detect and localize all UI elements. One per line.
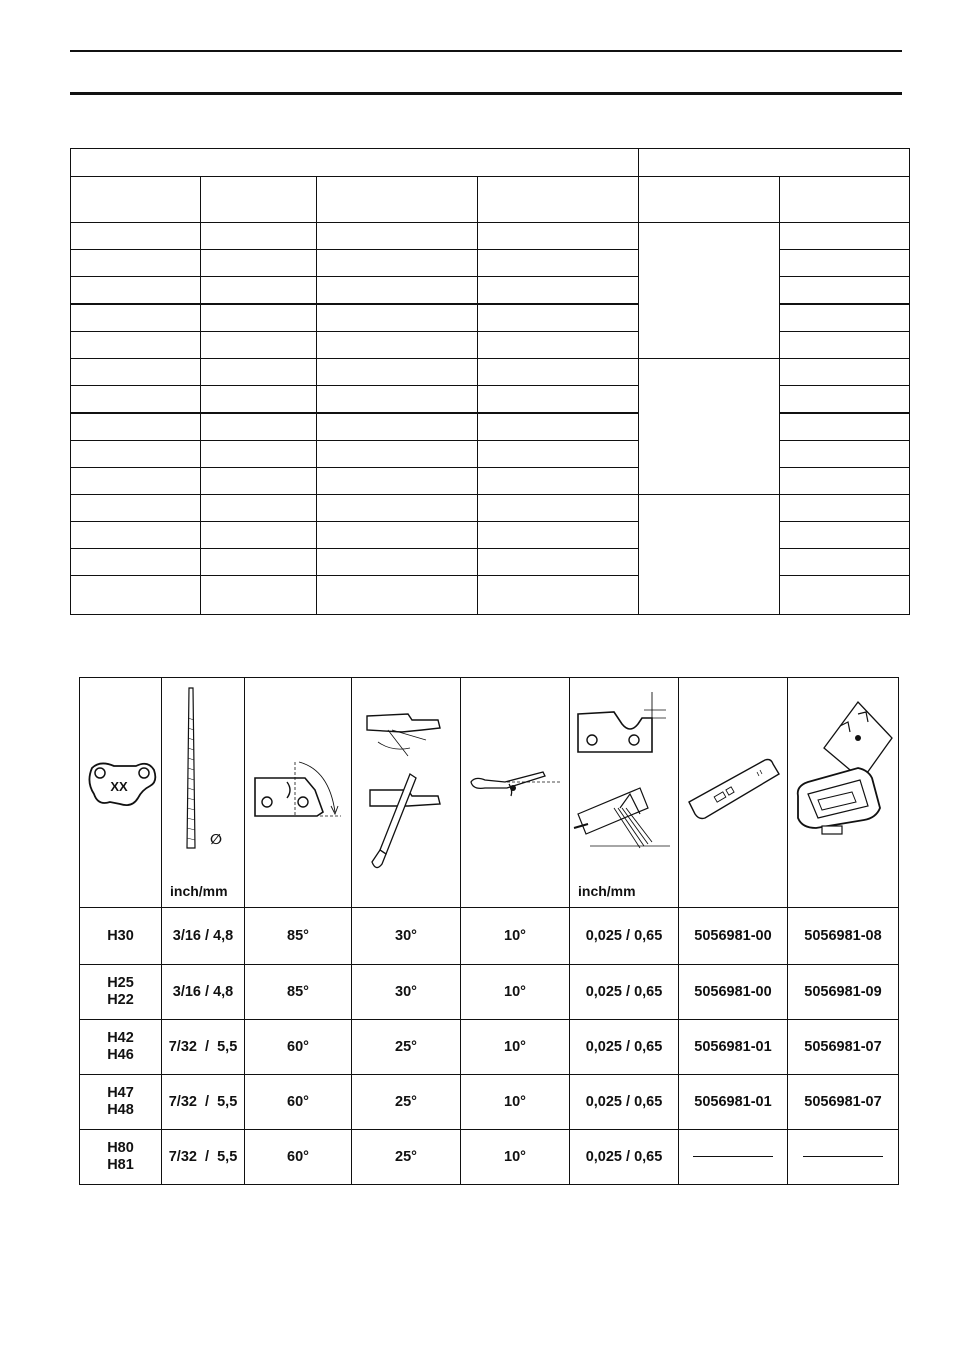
file-guide-icon <box>788 678 899 908</box>
file-size-cell: 7/32 / 5,5 <box>162 1020 245 1075</box>
filing-angle-cell: 25° <box>352 1020 461 1075</box>
file-guide-part-cell: 5056981-07 <box>788 1075 899 1130</box>
link-label: XX <box>110 779 128 794</box>
table-row <box>71 549 910 576</box>
depth-unit-label: inch/mm <box>578 883 636 899</box>
file-holder-angle-cell: 10° <box>461 1130 570 1185</box>
file-holder-angle-icon <box>461 678 570 908</box>
table-row <box>80 1020 899 1075</box>
top-plate-angle-cell: 60° <box>245 1020 352 1075</box>
chain-type-cell: H42 H46 <box>80 1020 162 1075</box>
top-plate-angle-cell: 60° <box>245 1130 352 1185</box>
filing-angle-cell: 25° <box>352 1130 461 1185</box>
table-row <box>80 1075 899 1130</box>
diameter-symbol: ∅ <box>210 832 222 848</box>
file-gauge-part-cell: 5056981-00 <box>679 965 788 1020</box>
table-row <box>71 495 910 522</box>
table-row <box>71 304 910 332</box>
file-holder-angle-cell: 10° <box>461 1075 570 1130</box>
filing-angle-cell: 30° <box>352 965 461 1020</box>
filing-angle-cell: 25° <box>352 1075 461 1130</box>
header-cell-bar <box>71 149 639 177</box>
table-row <box>71 223 910 250</box>
table-row <box>71 250 910 277</box>
file-holder-angle-cell: 10° <box>461 1020 570 1075</box>
chain-type-cell: H47 H48 <box>80 1075 162 1130</box>
file-gauge-part-cell: 5056981-01 <box>679 1075 788 1130</box>
subheader-cell <box>639 177 780 223</box>
table-row <box>80 1130 899 1185</box>
depth-gauge-cell: 0,025 / 0,65 <box>570 1020 679 1075</box>
file-unit-label: inch/mm <box>170 883 228 899</box>
subheader-cell <box>71 177 201 223</box>
top-plate-angle-cell: 85° <box>245 908 352 965</box>
table-row <box>71 522 910 549</box>
file-size-cell: 7/32 / 5,5 <box>162 1130 245 1185</box>
subheader-cell <box>201 177 317 223</box>
chain-type-cell: H25 H22 <box>80 965 162 1020</box>
depth-gauge-cell: 0,025 / 0,65 <box>570 965 679 1020</box>
subheader-cell <box>780 177 910 223</box>
merged-cell <box>639 359 780 495</box>
filing-angle-icon <box>352 678 461 908</box>
header-cell-chain <box>639 149 910 177</box>
header-rule-top <box>70 50 902 52</box>
file-holder-angle-cell: 10° <box>461 908 570 965</box>
depth-gauge-cell: 0,025 / 0,65 <box>570 1075 679 1130</box>
file-size-cell: 3/16 / 4,8 <box>162 908 245 965</box>
table-header-row <box>71 149 910 177</box>
chain-type-cell: H30 <box>80 908 162 965</box>
chain-link-xx-icon <box>80 678 162 908</box>
file-guide-part-cell <box>788 1130 899 1185</box>
table-row <box>80 908 899 965</box>
file-guide-part-cell: 5056981-07 <box>788 1020 899 1075</box>
top-plate-angle-cell: 85° <box>245 965 352 1020</box>
filing-angle-cell: 30° <box>352 908 461 965</box>
subheader-cell <box>317 177 478 223</box>
table-row <box>71 441 910 468</box>
depth-gauge-icon <box>570 678 679 908</box>
sharpening-spec-table <box>79 677 899 1185</box>
bar-chain-combination-table <box>70 148 910 615</box>
table-row <box>80 965 899 1020</box>
file-size-cell: 3/16 / 4,8 <box>162 965 245 1020</box>
not-applicable-dash <box>693 1156 773 1157</box>
header-rule-bottom <box>70 92 902 95</box>
table-row <box>71 413 910 441</box>
file-holder-angle-cell: 10° <box>461 965 570 1020</box>
merged-cell <box>639 495 780 615</box>
file-gauge-icon <box>679 678 788 908</box>
depth-gauge-cell: 0,025 / 0,65 <box>570 1130 679 1185</box>
table-row <box>71 359 910 386</box>
table-subheader-row <box>71 177 910 223</box>
file-gauge-part-cell: 5056981-01 <box>679 1020 788 1075</box>
depth-gauge-cell: 0,025 / 0,65 <box>570 908 679 965</box>
table-row <box>71 277 910 305</box>
file-gauge-part-cell: 5056981-00 <box>679 908 788 965</box>
table-row <box>71 576 910 615</box>
file-gauge-part-cell <box>679 1130 788 1185</box>
chain-type-cell: H80 H81 <box>80 1130 162 1185</box>
table-row <box>71 468 910 495</box>
table-row <box>71 386 910 414</box>
not-applicable-dash <box>803 1156 883 1157</box>
file-guide-part-cell: 5056981-08 <box>788 908 899 965</box>
subheader-cell <box>478 177 639 223</box>
top-plate-angle-icon <box>245 678 352 908</box>
table-row <box>71 332 910 359</box>
merged-cell <box>639 223 780 359</box>
file-guide-part-cell: 5056981-09 <box>788 965 899 1020</box>
file-size-cell: 7/32 / 5,5 <box>162 1075 245 1130</box>
top-plate-angle-cell: 60° <box>245 1075 352 1130</box>
icon-row <box>80 678 899 908</box>
round-file-icon <box>162 678 245 908</box>
